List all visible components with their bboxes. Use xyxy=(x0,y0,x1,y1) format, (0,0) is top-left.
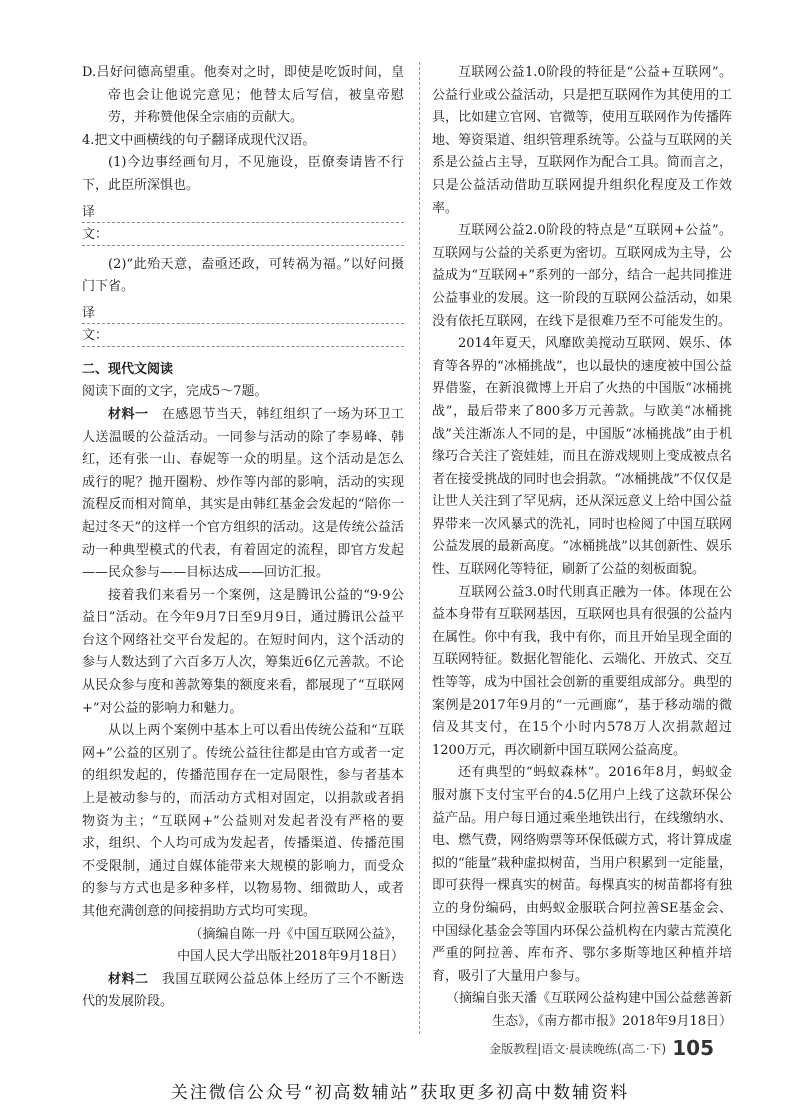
reading-instruction: 阅读下面的文字，完成5～7题。 xyxy=(82,384,268,400)
column-divider xyxy=(419,62,420,1034)
material-2-label: 材料二 xyxy=(108,971,149,987)
right-column xyxy=(432,62,732,1034)
material-1-paragraph-2: 接着我们来看另一个案例，这是腾讯公益的“9·9公益日”活动。在今年9月7日至9月9日，通过腾讯公益平台这个网络社交平台发起的。在短时间内，这个活动的参与人数达到了六百多万人次，筹集近6亿元善款。不论从民众参与度和善款筹集的额度来看，都展现了“互联网+”对公益的影响力和魅力。 xyxy=(82,587,404,716)
translation-label: 译文： xyxy=(82,204,109,243)
material-1-text: 在感恩节当天，韩红组织了一场为环卫工人送温暖的公益活动。一同参与活动的除了李易峰、韩红，还有张一山、春妮等一众的明星。这个活动是怎么成行的呢？抛开圈粉、炒作等内部的影响，活动的实现流程反而相对简单，其实是由韩红基金会发起的“陪你一起过冬天”的这样一个官方组织的活动。这是传统公益活动一种典型模式的代表，有着固定的流程，即官方发起——民众参与——目标达成——回访汇报。 xyxy=(82,406,404,581)
section-title: 二、现代文阅读 xyxy=(82,361,174,377)
material-2-source-line-2: 生态》，《南方都市报》2018年9月18日） xyxy=(492,1013,732,1029)
translation-line xyxy=(82,223,404,246)
page-number: 105 xyxy=(672,1036,714,1060)
material-2-source-line-1: （摘编自张天潘《互联网公益构建中国公益慈善新 xyxy=(445,991,732,1007)
translation-box-2 xyxy=(82,303,404,347)
stage-2-paragraph: 互联网公益2.0阶段的特点是“互联网+公益”。互联网与公益的关系更为密切。互联网成为主导，公益成为“互联网+”系列的一部分，结合一起共同推进公益事业的发展。这一阶段的互联网公益活动，如果没有依托互联网，在线下是很难乃至不可能发生的。 xyxy=(432,223,732,329)
question-4-sentence-2: (2)“此殆天意，盍亟还政，可转祸为福。”以好问摄门下省。 xyxy=(82,256,404,295)
ant-forest-paragraph: 还有典型的“蚂蚁森林”。2016年8月，蚂蚁金服对旗下支付宝平台的4.5亿用户上线了这款环保公益产品。用户每日通过乘坐地铁出行，在线缴纳水、电、燃气费，网络购票等环保低碳方式，将计算成虚拟的“能量”栽种虚拟树苗，当用户积累到一定能量，即可获得一棵真实的树苗。每棵真实的树苗都将有独立的身份编码，由蚂蚁金服联合阿拉善SE基金会、中国绿化基金会等国内环保公益机构在内蒙古荒漠化严重的阿拉善、库布齐、鄂尔多斯等地区种植并培育，吸引了大量用户参与。 xyxy=(432,765,732,984)
translation-line xyxy=(82,303,404,344)
left-column xyxy=(82,62,404,1014)
running-title: 金版教程|语文·晨读晚练(高二·下) xyxy=(489,1042,667,1056)
translation-box-1 xyxy=(82,202,404,246)
stage-3-paragraph: 互联网公益3.0时代則真正融为一体。体现在公益本身带有互联网基因，互联网也具有很强的公益内在属性。你中有我，我中有你，而且开始呈现全面的互联网特征。数据化智能化、云端化、开放式、交互性等等，成为中国社会创新的重要组成部分。典型的案例是2017年9月的“一元画廊”，基于移动端的微信及其支付，在15个小时内578万人次捐款超过1200万元，再次刷新中国互联网公益高度。 xyxy=(432,584,732,758)
option-d: D.吕好问德高望重。他奏对之时，即使是吃饭时间，皇帝也会让他说完意见；他替太后写信，被皇帝慰劳，并称赞他保全宗庙的贡献大。 xyxy=(82,65,404,126)
material-1-label: 材料一 xyxy=(108,406,149,422)
translation-label: 译文： xyxy=(82,305,109,344)
material-2-paragraph-1 xyxy=(82,969,404,1014)
material-1-paragraph-3: 从以上两个案例中基本上可以看出传统公益和“互联网+”公益的区别了。传统公益往往都是由官方或者一定的组织发起的，传播范围存在一定局限性，参与者基本上是被动参与的，而活动方式相对固定，以捐款或者捐物资为主；“互联网+”公益则对发起者没有严格的要求，组织、个人均可成为发起者，传播渠道、传播范围不受限制，通过自媒体能带来大规模的影响力，而受众的参与方式也是多种多样，以物易物、细微助人，或者其他充满创意的间接捐助方式均可实现。 xyxy=(82,723,404,919)
ice-bucket-paragraph: 2014年夏天，风靡欧美搅动互联网、娱乐、体育等各界的“冰桶挑战”，也以最快的速度被中国公益界借鉴，在新浪微博上开启了火热的中国版“冰桶挑战”，最后带来了800多万元善款。与欧美“冰桶挑战”关注渐冻人不同的是，中国版“冰桶挑战”由于机缘巧合关注了瓷娃娃，而且在游戏规则上变成被点名者在接受挑战的同时也会捐款。“冰桶挑战”不仅仅是让世人关注到了罕见病，还从深远意义上给中国公益界带来一次风暴式的洗礼，同时也检阅了中国互联网公益发展的最新高度。“冰桶挑战”以其创新性、娱乐性、互联网化等特征，刷新了公益的刻板面貌。 xyxy=(432,336,732,578)
promo-banner: 关注微信公众号“初高数辅站”获取更多初高中数辅资料 xyxy=(170,1083,630,1103)
material-1-source-line-2: 中国人民大学出版社2018年9月18日） xyxy=(177,949,404,965)
question-4-title: 4.把文中画横线的句子翻译成现代汉语。 xyxy=(82,132,316,148)
translation-line xyxy=(82,324,404,347)
page-footer xyxy=(489,1036,714,1060)
material-2-text: 我国互联网公益总体上经历了三个不断迭代的发展阶段。 xyxy=(82,971,404,1010)
material-1-paragraph-1 xyxy=(82,404,404,585)
stage-1-paragraph: 互联网公益1.0阶段的特征是“公益+互联网”。公益行业或公益活动，只是把互联网作为其使用的工具，比如建立官网、官微等，使用互联网作为传播阵地、筹资渠道、组织管理系统等。公益与互联网的关系是公益占主导，互联网作为配合工具。简而言之，只是公益活动借助互联网提升组织化程度及工作效率。 xyxy=(432,65,732,216)
question-4-sentence-1: (1)今边事经画旬月，不见施设，臣僚奏请皆不行下，此臣所深惧也。 xyxy=(82,155,404,193)
material-1-source-line-1: （摘编自陈一丹《中国互联网公益》， xyxy=(189,926,404,942)
translation-line xyxy=(82,202,404,243)
